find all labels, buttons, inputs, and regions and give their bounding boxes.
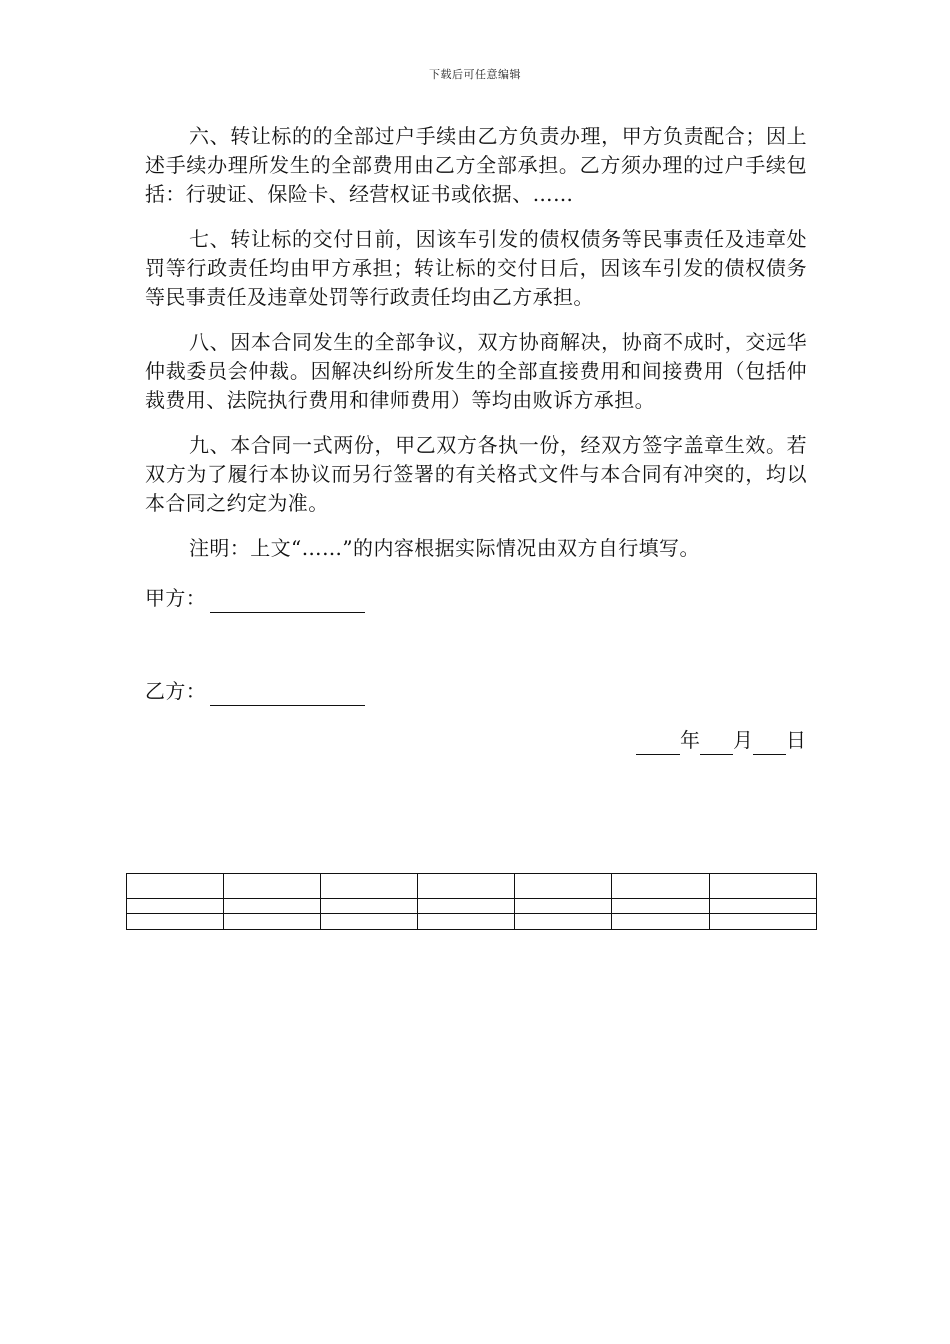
year-blank [636,732,680,755]
table-cell [418,914,515,930]
table-cell [321,874,418,899]
table-row [127,874,817,899]
table-cell [710,914,817,930]
table-cell [418,899,515,914]
party-a-signature [145,584,365,613]
table-cell [515,899,612,914]
signing-date [636,726,806,755]
table-cell [515,874,612,899]
clause-8: 八、因本合同发生的全部争议，双方协商解决，协商不成时，交远华仲裁委员会仲裁。因解决纠纷所发生的全部直接费用和间接费用（包括仲裁费用、法院执行费用和律师费用）等均由败诉方承担。 [145,330,807,412]
table-row [127,899,817,914]
table-cell [127,899,224,914]
table-cell [321,914,418,930]
table-cell [612,874,710,899]
contract-body [145,122,807,577]
table-cell [418,874,515,899]
table-row [127,914,817,930]
party-a-label: 甲方： [145,586,207,610]
table-cell [515,914,612,930]
month-blank [700,732,733,755]
party-a-signature-line [210,590,365,613]
year-label: 年 [680,728,700,752]
table-cell [224,899,321,914]
table-cell [612,899,710,914]
clause-6: 六、转让标的的全部过户手续由乙方负责办理，甲方负责配合；因上述手续办理所发生的全部费用由乙方全部承担。乙方须办理的过户手续包括：行驶证、保险卡、经营权证书或依据、…… [145,124,807,206]
table-cell [710,899,817,914]
empty-table [126,873,817,930]
month-label: 月 [733,728,753,752]
table-cell [321,899,418,914]
page-header-note: 下载后可任意编辑 [429,68,521,81]
party-b-signature-line [210,683,365,706]
table-cell [224,874,321,899]
party-b-signature [145,677,365,706]
party-b-label: 乙方： [145,679,207,703]
table-cell [612,914,710,930]
table-cell [127,914,224,930]
fill-in-note: 注明：上文“……”的内容根据实际情况由双方自行填写。 [189,536,700,560]
day-label: 日 [786,728,806,752]
clause-7: 七、转让标的交付日前，因该车引发的债权债务等民事责任及违章处罚等行政责任均由甲方承担；转让标的交付日后，因该车引发的债权债务等民事责任及违章处罚等行政责任均由乙方承担。 [145,227,807,309]
day-blank [753,732,786,755]
table-cell [710,874,817,899]
table-cell [127,874,224,899]
clause-9: 九、本合同一式两份，甲乙双方各执一份，经双方签字盖章生效。若双方为了履行本协议而另行签署的有关格式文件与本合同有冲突的，均以本合同之约定为准。 [145,433,807,515]
table-cell [224,914,321,930]
